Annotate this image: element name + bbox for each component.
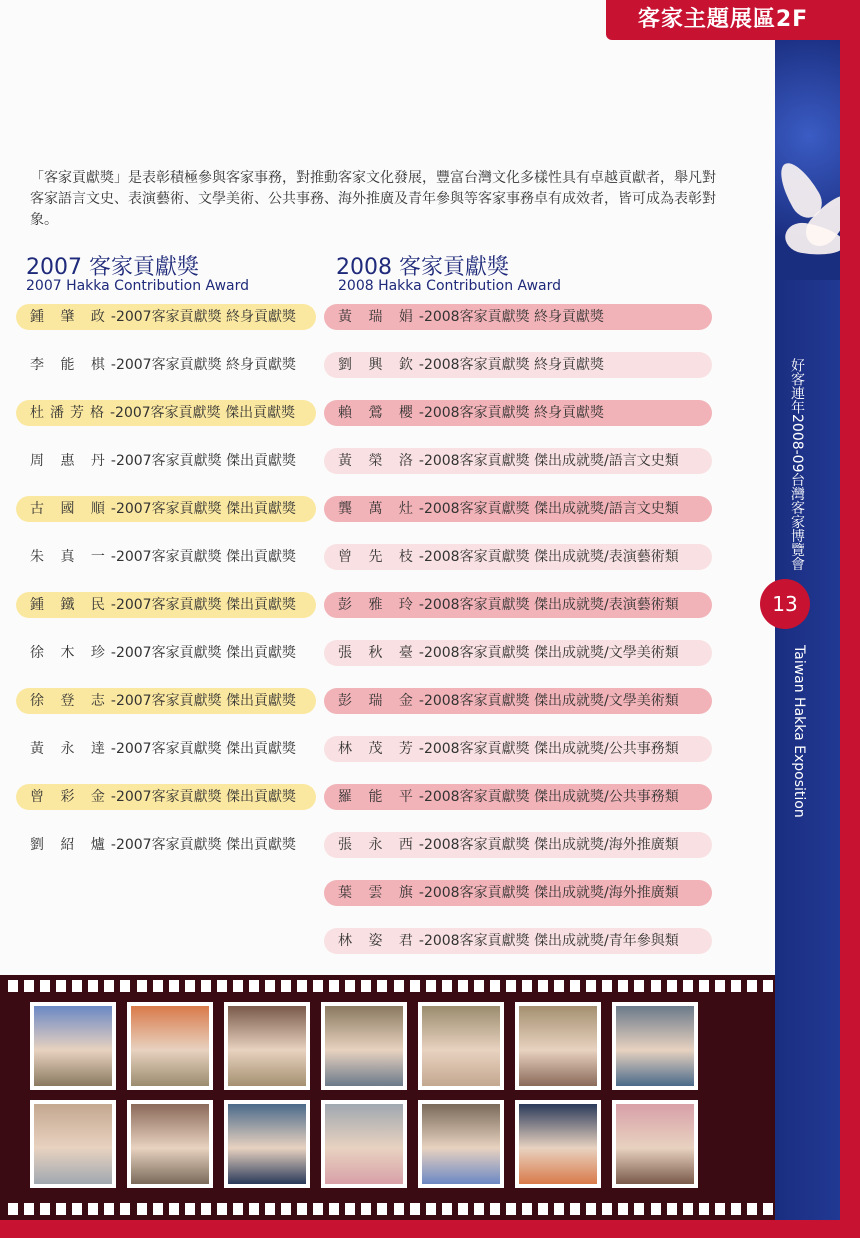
award-label: -2007客家貢獻獎 傑出貢獻獎 (110, 405, 296, 421)
red-edge (840, 0, 860, 1238)
award-label: -2007客家貢獻獎 傑出貢獻獎 (110, 741, 297, 757)
y2007-award-row (16, 352, 316, 378)
award-label: -2007客家貢獻獎 終身貢獻獎 (110, 357, 297, 373)
recipient-name: 朱 真 一 (30, 549, 111, 565)
recipient-name: 葉 雲 旗 (338, 885, 419, 901)
portrait-photo (30, 1002, 116, 1090)
award-label: -2007客家貢獻獎 傑出貢獻獎 (110, 549, 297, 565)
recipient-name: 黃 永 達 (30, 741, 111, 757)
award-label: -2008客家貢獻獎 終身貢獻獎 (418, 405, 605, 421)
y2007-award-row (16, 832, 316, 858)
y2008-award-row (324, 400, 712, 426)
award-label: -2008客家貢獻獎 終身貢獻獎 (418, 309, 605, 325)
portrait-photo (127, 1100, 213, 1188)
y2008-award-row (324, 784, 712, 810)
film-holes-top (8, 980, 773, 992)
award-label: -2007客家貢獻獎 傑出貢獻獎 (110, 789, 297, 805)
recipient-name: 周 惠 丹 (30, 453, 111, 469)
y2007-award-row (16, 400, 316, 426)
portrait-photo (515, 1100, 601, 1188)
portrait-photo (321, 1100, 407, 1188)
recipient-name: 黃 榮 洛 (338, 453, 419, 469)
recipient-name: 劉 興 欽 (338, 357, 419, 373)
recipient-name: 曾 彩 金 (30, 789, 111, 805)
y2008-award-row (324, 880, 712, 906)
red-bottom-edge (0, 1220, 860, 1238)
photo-filmstrip (0, 975, 775, 1220)
y2007-award-row (16, 304, 316, 330)
portrait-photo (418, 1100, 504, 1188)
recipient-name: 徐 登 志 (30, 693, 111, 709)
recipient-name: 黃 瑞 娟 (338, 309, 419, 325)
award-label: -2008客家貢獻獎 傑出成就獎/表演藝術類 (418, 549, 679, 565)
recipient-name: 杜潘芳格 (30, 405, 110, 421)
award-label: -2008客家貢獻獎 傑出成就獎/語言文史類 (418, 501, 679, 517)
page-number: 13 (760, 579, 810, 629)
portrait-photo (612, 1002, 698, 1090)
recipient-name: 曾 先 枝 (338, 549, 419, 565)
y2008-award-row (324, 544, 712, 570)
recipient-name: 張 秋 臺 (338, 645, 419, 661)
y2008-award-row (324, 448, 712, 474)
award-label: -2007客家貢獻獎 傑出貢獻獎 (110, 837, 297, 853)
award-label: -2008客家貢獻獎 傑出成就獎/公共事務類 (418, 741, 679, 757)
y2008-award-row (324, 832, 712, 858)
portrait-photo (418, 1002, 504, 1090)
y2007-award-row (16, 640, 316, 666)
y2008-award-row (324, 640, 712, 666)
award-label: -2008客家貢獻獎 終身貢獻獎 (418, 357, 605, 373)
portrait-photo (127, 1002, 213, 1090)
intro-paragraph: 「客家貢獻獎」是表彰積極參與客家事務，對推動客家文化發展，豐富台灣文化多樣性具有卓越貢獻者，舉凡對客家語言文史、表演藝術、文學美術、公共事務、海外推廣及青年參與等客家事務卓有成效者，皆可成為表彰對象。 (30, 170, 716, 228)
award-label: -2008客家貢獻獎 傑出成就獎/表演藝術類 (418, 597, 679, 613)
section-tab: 客家主題展區2F (606, 0, 840, 40)
award-label: -2007客家貢獻獎 終身貢獻獎 (110, 309, 297, 325)
portrait-photo (30, 1100, 116, 1188)
award-label: -2008客家貢獻獎 傑出成就獎/海外推廣類 (418, 837, 679, 853)
recipient-name: 徐 木 珍 (30, 645, 111, 661)
y2008-award-row (324, 592, 712, 618)
y2007-award-row (16, 688, 316, 714)
y2008-award-row (324, 352, 712, 378)
recipient-name: 彭 雅 玲 (338, 597, 419, 613)
award-label: -2007客家貢獻獎 傑出貢獻獎 (110, 501, 297, 517)
recipient-name: 古 國 順 (30, 501, 111, 517)
award-label: -2008客家貢獻獎 傑出成就獎/青年參與類 (418, 933, 679, 949)
y2008-award-row (324, 496, 712, 522)
portrait-photo (612, 1100, 698, 1188)
portrait-photo (224, 1100, 310, 1188)
award-label: -2008客家貢獻獎 傑出成就獎/海外推廣類 (418, 885, 679, 901)
recipient-name: 鍾 肇 政 (30, 309, 111, 325)
recipient-name: 彭 瑞 金 (338, 693, 419, 709)
award-label: -2007客家貢獻獎 傑出貢獻獎 (110, 453, 297, 469)
recipient-name: 張 永 西 (338, 837, 419, 853)
recipient-name: 鍾 鐵 民 (30, 597, 111, 613)
award-label: -2008客家貢獻獎 傑出成就獎/語言文史類 (418, 453, 679, 469)
recipient-name: 龔 萬 灶 (338, 501, 419, 517)
award-label: -2007客家貢獻獎 傑出貢獻獎 (110, 645, 297, 661)
subtitle-2008: 2008 Hakka Contribution Award (338, 278, 561, 294)
recipient-name: 賴 鶯 櫻 (338, 405, 419, 421)
title-2008: 2008 客家貢獻獎 (336, 255, 509, 280)
vertical-title: 好客連年2008-09台灣客家博覽會 (789, 358, 805, 571)
title-2007: 2007 客家貢獻獎 (26, 255, 199, 280)
award-label: -2007客家貢獻獎 傑出貢獻獎 (110, 597, 297, 613)
y2007-award-row (16, 592, 316, 618)
subtitle-2007: 2007 Hakka Contribution Award (26, 278, 249, 294)
y2008-award-row (324, 928, 712, 954)
y2008-award-row (324, 736, 712, 762)
y2007-award-row (16, 736, 316, 762)
recipient-name: 林 茂 芳 (338, 741, 419, 757)
film-holes-bottom (8, 1203, 773, 1215)
y2007-award-row (16, 784, 316, 810)
recipient-name: 林 姿 君 (338, 933, 419, 949)
portrait-photo (224, 1002, 310, 1090)
y2007-award-row (16, 544, 316, 570)
vertical-en-title: Taiwan Hakka Exposition (791, 645, 807, 818)
recipient-name: 劉 紹 爐 (30, 837, 111, 853)
award-label: -2008客家貢獻獎 傑出成就獎/公共事務類 (418, 789, 679, 805)
y2007-award-row (16, 496, 316, 522)
y2007-award-row (16, 448, 316, 474)
portrait-photo (321, 1002, 407, 1090)
award-label: -2008客家貢獻獎 傑出成就獎/文學美術類 (418, 693, 679, 709)
y2008-award-row (324, 304, 712, 330)
y2008-award-row (324, 688, 712, 714)
recipient-name: 羅 能 平 (338, 789, 419, 805)
award-label: -2008客家貢獻獎 傑出成就獎/文學美術類 (418, 645, 679, 661)
award-label: -2007客家貢獻獎 傑出貢獻獎 (110, 693, 297, 709)
portrait-photo (515, 1002, 601, 1090)
recipient-name: 李 能 棋 (30, 357, 111, 373)
